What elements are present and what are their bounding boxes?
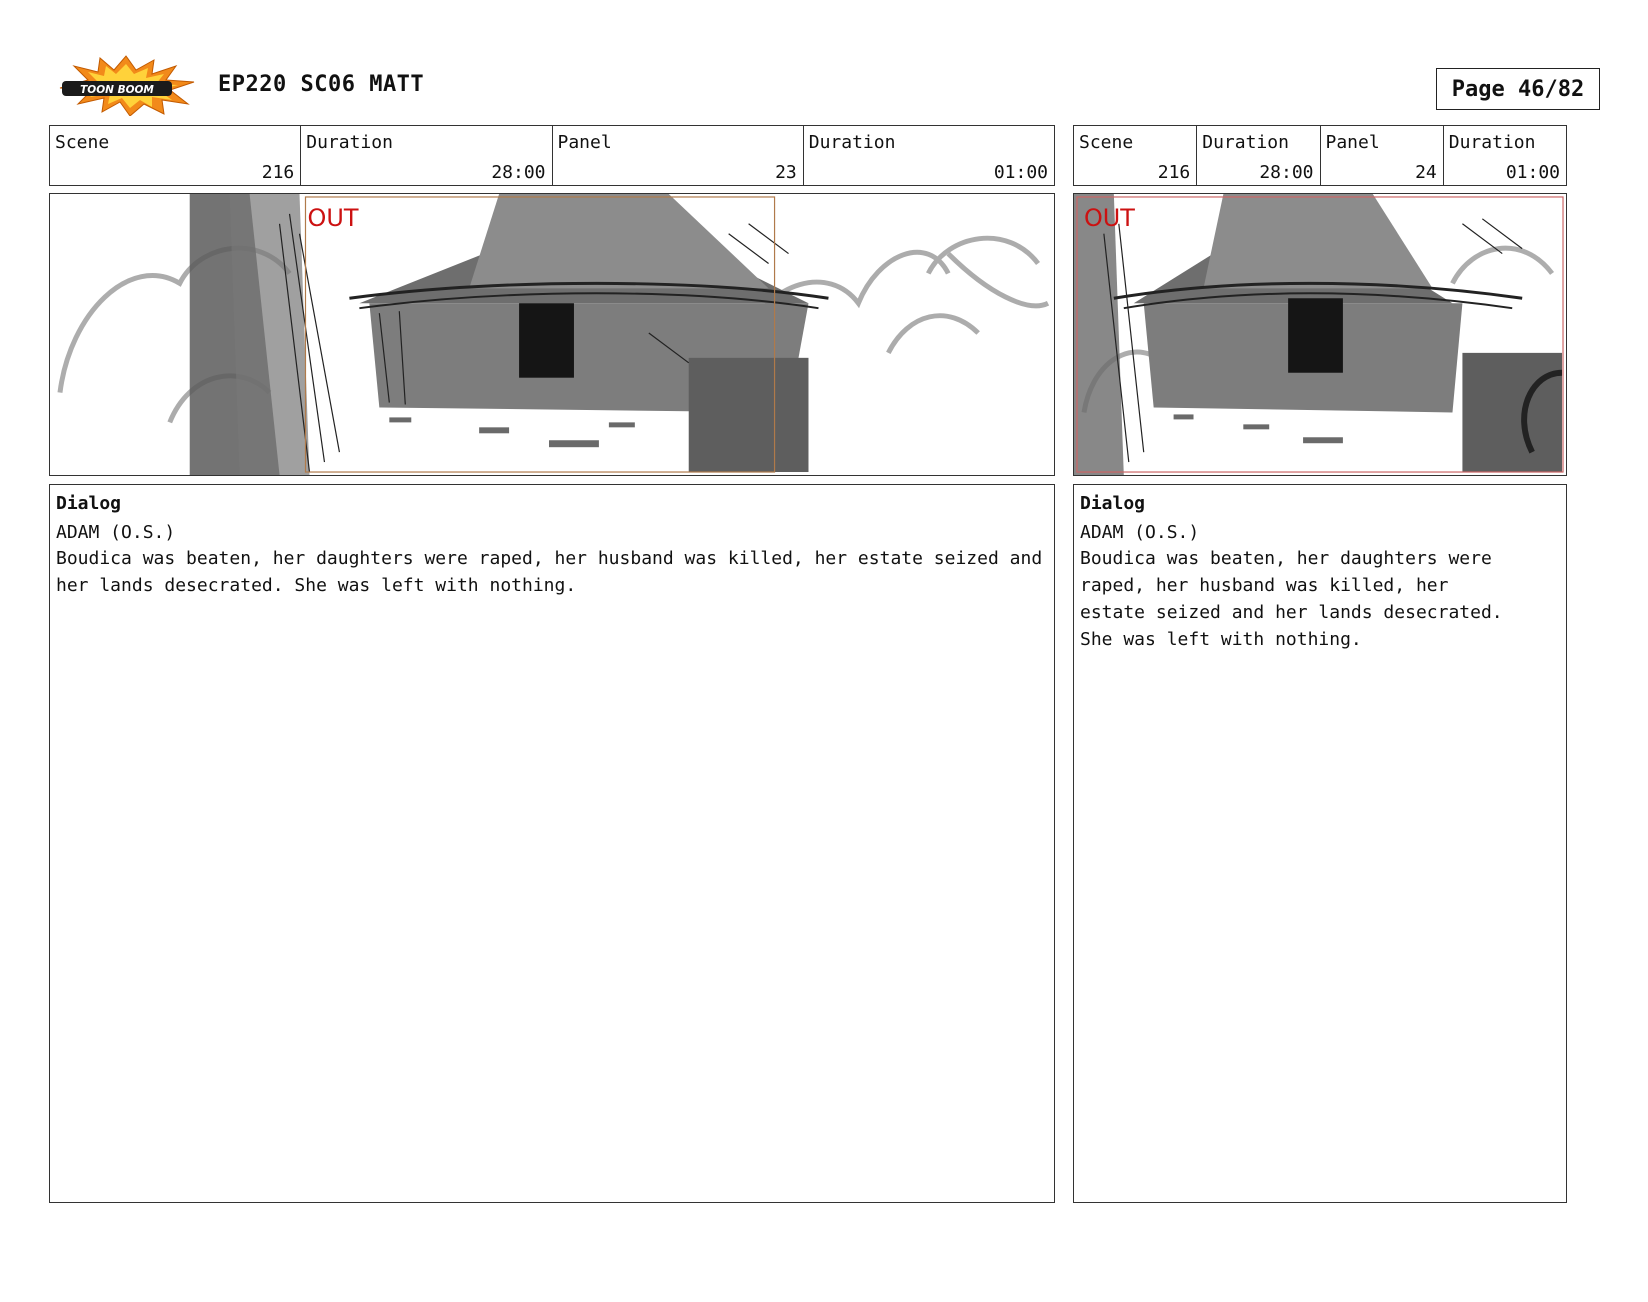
- frame-out-tag: OUT: [307, 203, 359, 232]
- scene-value: 216: [1157, 162, 1191, 183]
- scene-duration-cell: [1197, 126, 1320, 185]
- panel-label: Panel: [557, 132, 612, 153]
- panel-info-header: [1073, 125, 1567, 186]
- panel-duration-label: Duration: [1448, 132, 1536, 153]
- scene-duration-value: 28:00: [491, 162, 546, 183]
- panel-duration-cell: [1444, 126, 1566, 185]
- panel-sketch-frame: [49, 193, 1055, 476]
- scene-cell: [50, 126, 301, 185]
- scene-value: 216: [261, 162, 295, 183]
- storyboard-title: EP220 SC06 MATT: [218, 72, 425, 97]
- panel-cell: [1321, 126, 1444, 185]
- dialog-box: [1073, 484, 1567, 1203]
- frame-out-tag: OUT: [1083, 203, 1135, 232]
- scene-label: Scene: [1079, 132, 1134, 153]
- scene-duration-value: 28:00: [1259, 162, 1314, 183]
- dialog-box: [49, 484, 1055, 1203]
- logo-text: TOON BOOM: [80, 84, 154, 96]
- panel-cell: [553, 126, 804, 185]
- panel-duration-value: 01:00: [1505, 162, 1560, 183]
- panel-value: 23: [775, 162, 797, 183]
- panel-duration-label: Duration: [808, 132, 896, 153]
- scene-label: Scene: [55, 132, 110, 153]
- panel-sketch-frame: [1073, 193, 1567, 476]
- panel-label: Panel: [1325, 132, 1380, 153]
- scene-duration-label: Duration: [1202, 132, 1289, 153]
- panel-duration-cell: [804, 126, 1054, 185]
- sketch-image: [1074, 194, 1566, 475]
- sketch-image: [50, 194, 1054, 475]
- dialog-text: Boudica was beaten, her daughters were raped, her husband was killed, her estate seized and her lands desecrated. She was left with nothing.: [1080, 548, 1503, 650]
- dialog-text: Boudica was beaten, her daughters were raped, her husband was killed, her estate seized and her lands desecrated. She was left with nothing.: [56, 548, 1054, 596]
- page-indicator: Page 46/82: [1436, 68, 1600, 110]
- dialog-speaker: ADAM (O.S.): [1080, 522, 1200, 543]
- scene-duration-cell: [301, 126, 552, 185]
- dialog-speaker: ADAM (O.S.): [56, 522, 176, 543]
- panel-value: 24: [1415, 162, 1437, 183]
- scene-cell: [1074, 126, 1197, 185]
- dialog-label: Dialog: [1080, 493, 1146, 514]
- toonboom-logo: [54, 54, 199, 116]
- scene-duration-label: Duration: [306, 132, 393, 153]
- dialog-label: Dialog: [56, 493, 122, 514]
- panel-info-header: [49, 125, 1055, 186]
- panel-duration-value: 01:00: [993, 162, 1048, 183]
